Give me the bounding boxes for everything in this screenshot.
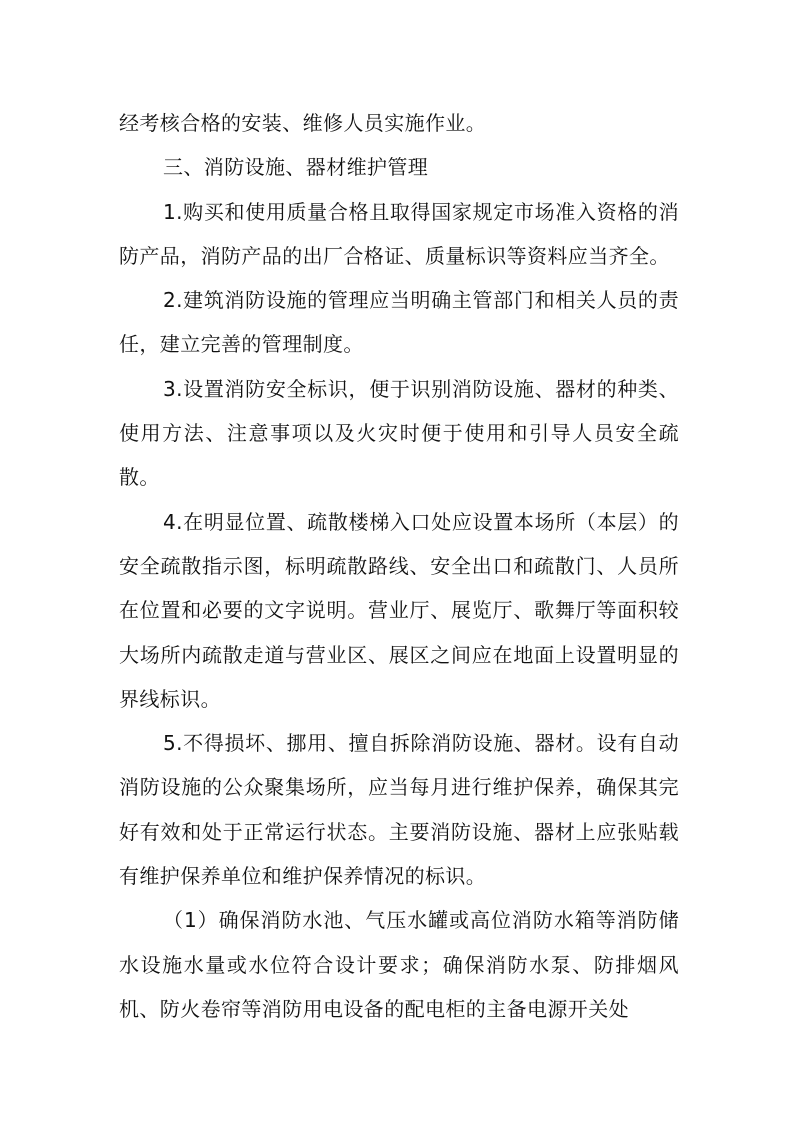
paragraph-item-4: 4.在明显位置、疏散楼梯入口处应设置本场所（本层）的安全疏散指示图，标明疏散路线、安全出口和疏散门、人员所在位置和必要的文字说明。营业厅、展览厅、歌舞厅等面积较大场所内疏散走道与营业区、展区之间应在地面上设置明显的界线标识。	[119, 509, 679, 711]
paragraph-item-5: 5.不得损坏、挪用、擅自拆除消防设施、器材。设有自动消防设施的公众聚集场所，应当每月进行维护保养，确保其完好有效和处于正常运行状态。主要消防设施、器材上应张贴载有维护保养单位和维护保养情况的标识。	[119, 731, 679, 889]
paragraph-subitem-1: （1）确保消防水池、气压水罐或高位消防水箱等消防储水设施水量或水位符合设计要求；确保消防水泵、防排烟风机、防火卷帘等消防用电设备的配电柜的主备电源开关处	[119, 908, 679, 1021]
paragraph-item-2: 2.建筑消防设施的管理应当明确主管部门和相关人员的责任，建立完善的管理制度。	[119, 288, 679, 357]
section-heading: 三、消防设施、器材维护管理	[163, 155, 429, 180]
document-body	[119, 101, 679, 1031]
paragraph-continuation: 经考核合格的安装、维修人员实施作业。	[119, 111, 487, 135]
paragraph-item-1: 1.购买和使用质量合格且取得国家规定市场准入资格的消防产品，消防产品的出厂合格证、质量标识等资料应当齐全。	[119, 199, 679, 268]
paragraph-item-3: 3.设置消防安全标识，便于识别消防设施、器材的种类、使用方法、注意事项以及火灾时便于使用和引导人员安全疏散。	[119, 376, 679, 490]
